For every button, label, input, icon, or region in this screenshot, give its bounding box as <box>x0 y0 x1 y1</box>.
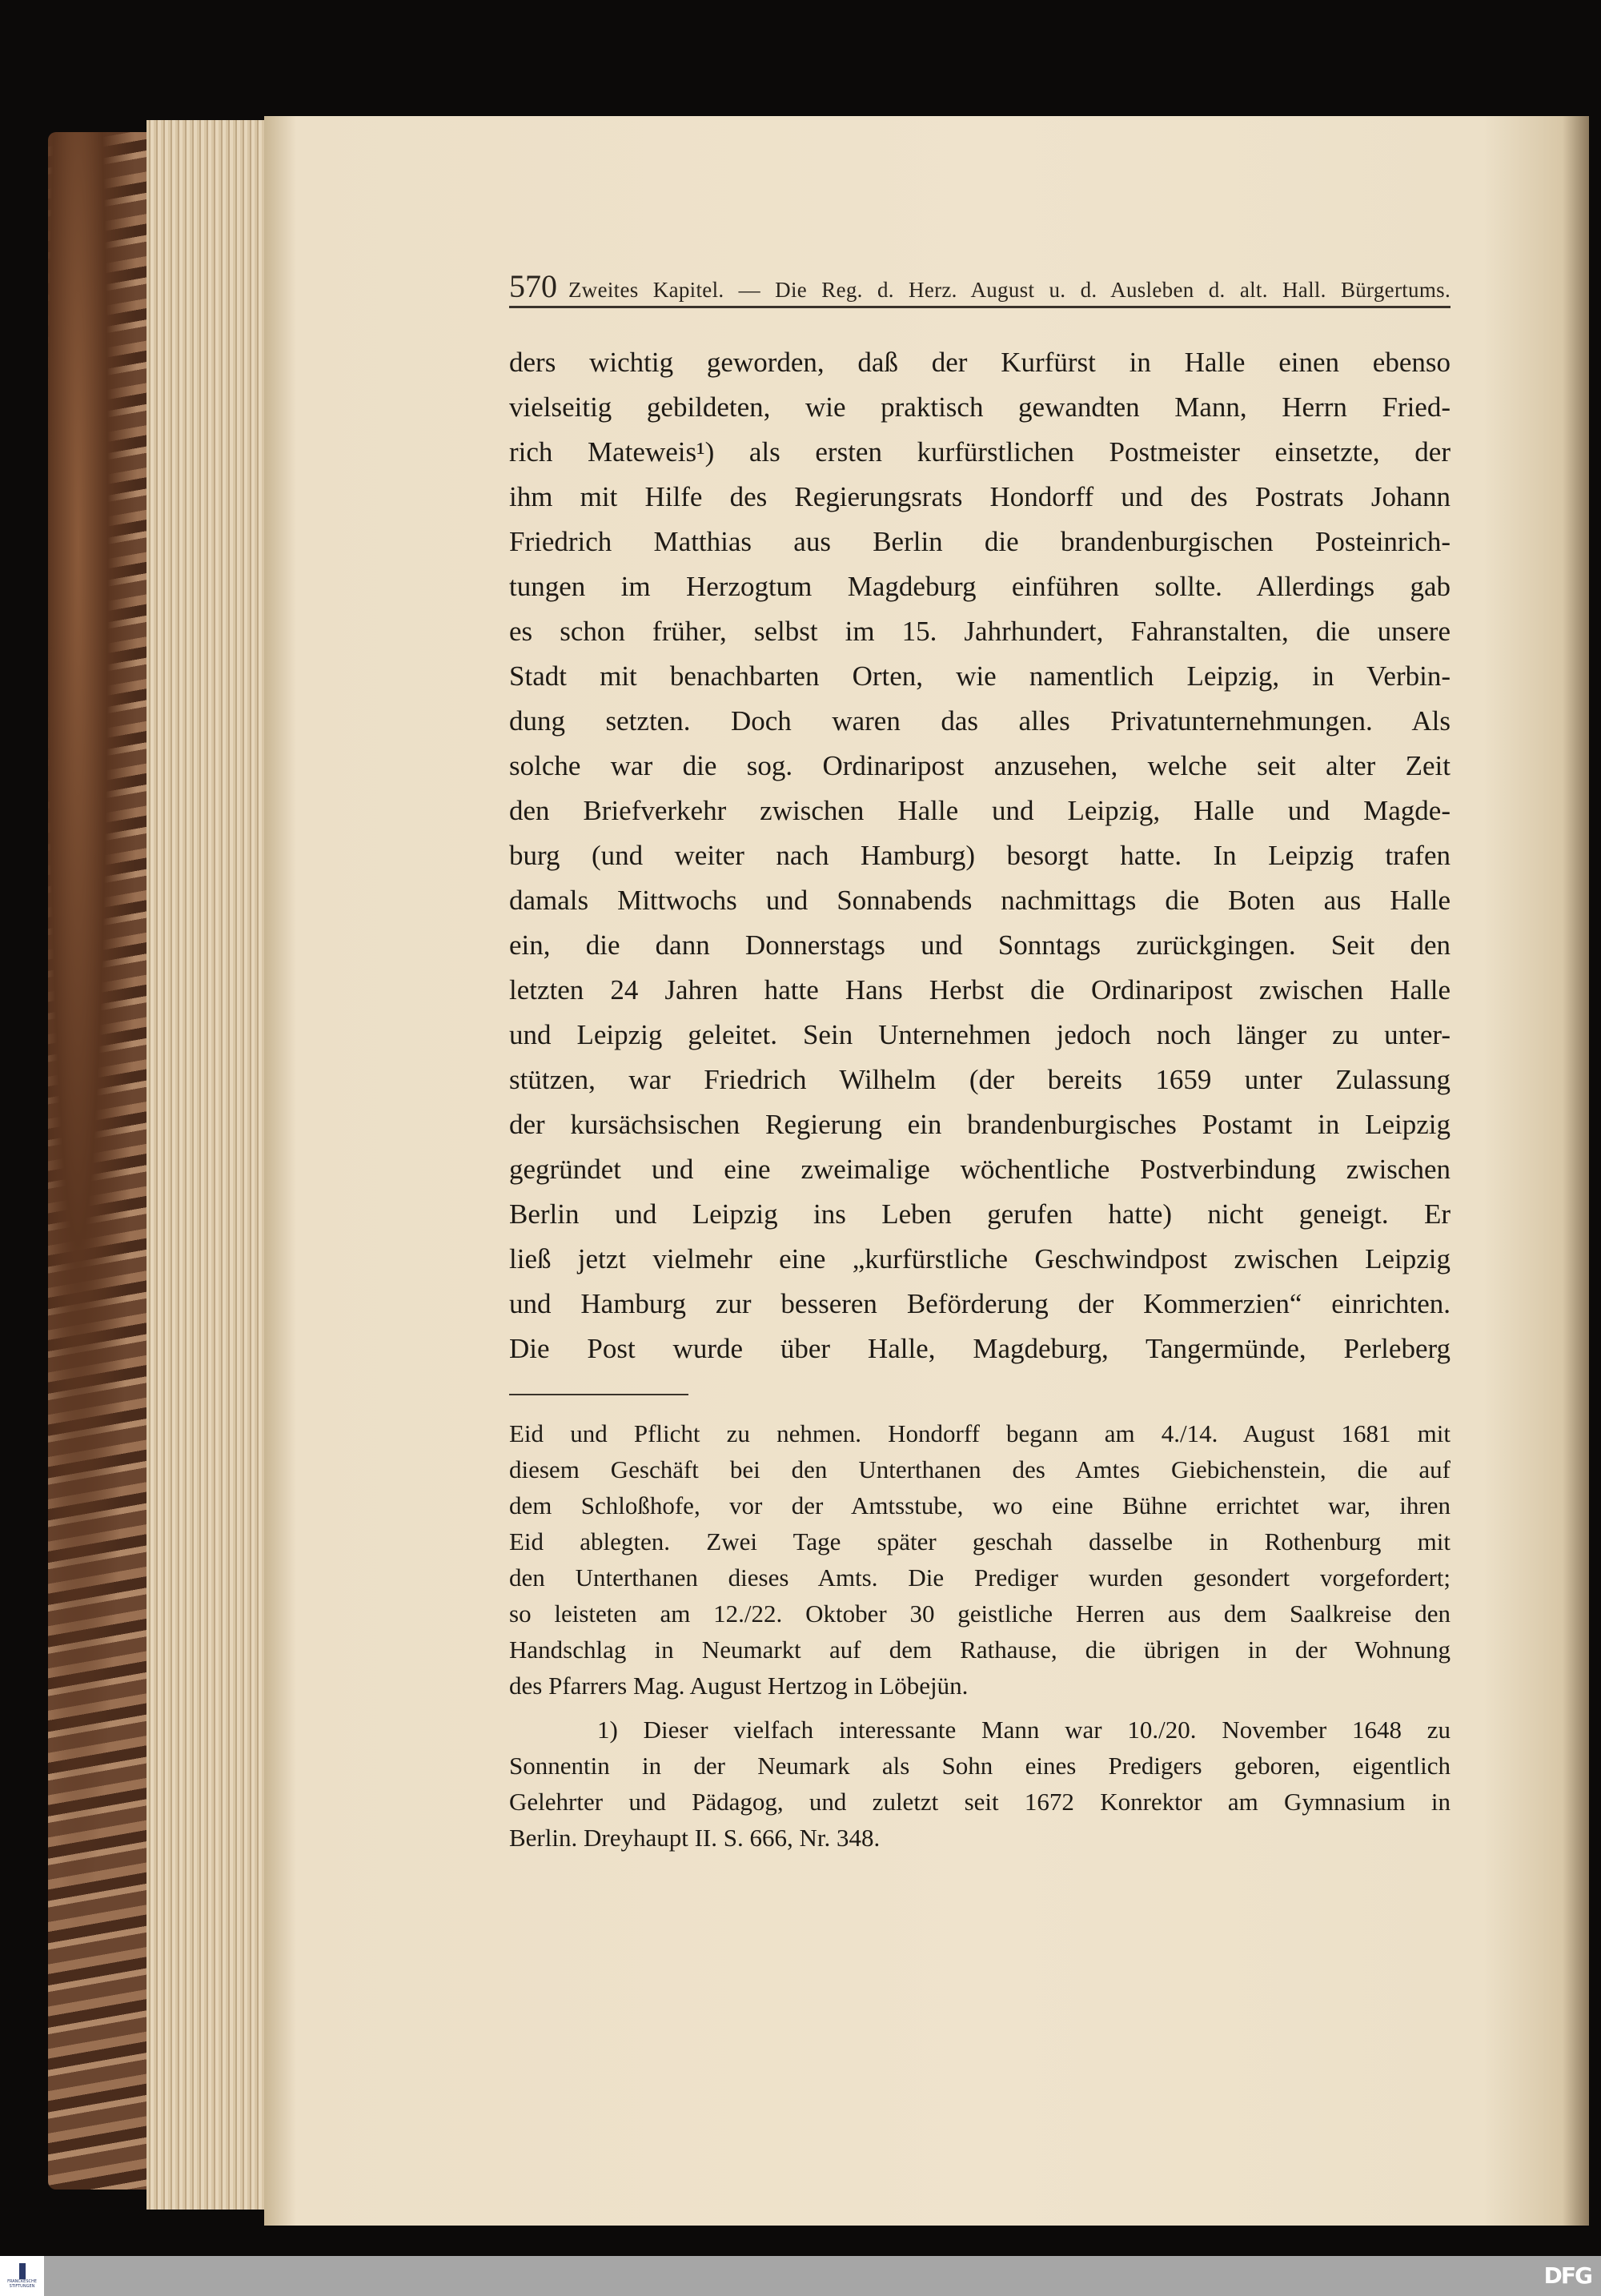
footnote-line: Eid und Pflicht zu nehmen. Hondorff begann am 4./14. August 1681 mit <box>509 1419 1451 1447</box>
body-line: Berlin und Leipzig ins Leben gerufen hatte) nicht geneigt. Er <box>509 1198 1451 1230</box>
tower-icon <box>19 2263 26 2279</box>
body-line: ließ jetzt vielmehr eine „kurfürstliche Geschwindpost zwischen Leipzig <box>509 1243 1451 1274</box>
footnote-line: des Pfarrers Mag. August Hertzog in Löbejün. <box>509 1672 969 1700</box>
body-line: es schon früher, selbst im 15. Jahrhundert, Fahranstalten, die unsere <box>509 616 1451 647</box>
running-title: Zweites Kapitel. — Die Reg. d. Herz. August u. d. Ausleben d. alt. Hall. Bürgertums. <box>568 277 1451 302</box>
footnote-line: Handschlag in Neumarkt auf dem Rathause, die übrigen in der Wohnung <box>509 1636 1451 1664</box>
body-line: Friedrich Matthias aus Berlin die brandenburgischen Posteinrich- <box>509 526 1451 557</box>
body-line: burg (und weiter nach Hamburg) besorgt hatte. In Leipzig trafen <box>509 840 1451 871</box>
body-line: rich Mateweis¹) als ersten kurfürstlichen Postmeister einsetzte, der <box>509 436 1451 468</box>
book-block-edge <box>48 132 148 2190</box>
body-line: tungen im Herzogtum Magdeburg einführen sollte. Allerdings gab <box>509 571 1451 602</box>
footnote-line: diesem Geschäft bei den Unterthanen des Amtes Giebichenstein, die auf <box>509 1455 1451 1483</box>
footnote-line: dem Schloßhofe, vor der Amtsstube, wo eine Bühne errichtet war, ihren <box>509 1491 1451 1519</box>
body-line: der kursächsischen Regierung ein brandenburgisches Postamt in Leipzig <box>509 1109 1451 1140</box>
body-line: ihm mit Hilfe des Regierungsrats Hondorff und des Postrats Johann <box>509 481 1451 512</box>
body-line: gegründet und eine zweimalige wöchentliche Postverbindung zwischen <box>509 1154 1451 1185</box>
body-line: den Briefverkehr zwischen Halle und Leipzig, Halle und Magde- <box>509 795 1451 826</box>
body-line: dung setzten. Doch waren das alles Privatunternehmungen. Als <box>509 705 1451 737</box>
body-line: solche war die sog. Ordinaripost anzusehen, welche seit alter Zeit <box>509 750 1451 781</box>
body-line: damals Mittwochs und Sonnabends nachmittags die Boten aus Halle <box>509 885 1451 916</box>
dfg-logo[interactable]: DFG <box>1543 2262 1591 2289</box>
page-number: 570 <box>509 268 557 304</box>
footnote-line: Sonnentin in der Neumark als Sohn eines Predigers geboren, eigentlich <box>509 1752 1451 1780</box>
running-header <box>509 264 1451 308</box>
body-text <box>509 340 1451 1371</box>
body-line: ein, die dann Donnerstags und Sonntags zurückgingen. Seit den <box>509 929 1451 961</box>
body-line: Stadt mit benachbarten Orten, wie namentlich Leipzig, in Verbin- <box>509 660 1451 692</box>
footnote-line: Gelehrter und Pädagog, und zuletzt seit 1672 Konrektor am Gymnasium in <box>509 1788 1451 1816</box>
body-line: Die Post wurde über Halle, Magdeburg, Tangermünde, Perleberg <box>509 1333 1451 1364</box>
footnote-line: Eid ablegten. Zwei Tage später geschah dasselbe in Rothenburg mit <box>509 1527 1451 1555</box>
body-line: stützen, war Friedrich Wilhelm (der bereits 1659 unter Zulassung <box>509 1064 1451 1095</box>
footnotes <box>509 1415 1451 1856</box>
body-line: und Hamburg zur besseren Beförderung der Kommerzien“ einrichten. <box>509 1288 1451 1319</box>
footnote-line: Berlin. Dreyhaupt II. S. 666, Nr. 348. <box>509 1824 881 1852</box>
body-line: vielseitig gebildeten, wie praktisch gewandten Mann, Herrn Fried- <box>509 391 1451 423</box>
logo-caption: FRANCKESCHE STIFTUNGEN <box>7 2279 37 2289</box>
body-line: ders wichtig geworden, daß der Kurfürst in Halle einen ebenso <box>509 347 1451 378</box>
page-edges <box>146 120 267 2210</box>
footnote-line: so leisteten am 12./22. Oktober 30 geistliche Herren aus dem Saalkreise den <box>509 1600 1451 1628</box>
footnote-divider <box>509 1394 688 1395</box>
footnote-line: den Unterthanen dieses Amts. Die Prediger wurden gesondert vorgefordert; <box>509 1563 1451 1592</box>
institution-logo[interactable] <box>0 2256 44 2296</box>
body-line: letzten 24 Jahren hatte Hans Herbst die Ordinaripost zwischen Halle <box>509 974 1451 1006</box>
footnote-line: 1) Dieser vielfach interessante Mann war 10./20. November 1648 zu <box>597 1716 1451 1744</box>
viewer-bottom-bar <box>0 2256 1601 2296</box>
body-line: und Leipzig geleitet. Sein Unternehmen jedoch noch länger zu unter- <box>509 1019 1451 1050</box>
